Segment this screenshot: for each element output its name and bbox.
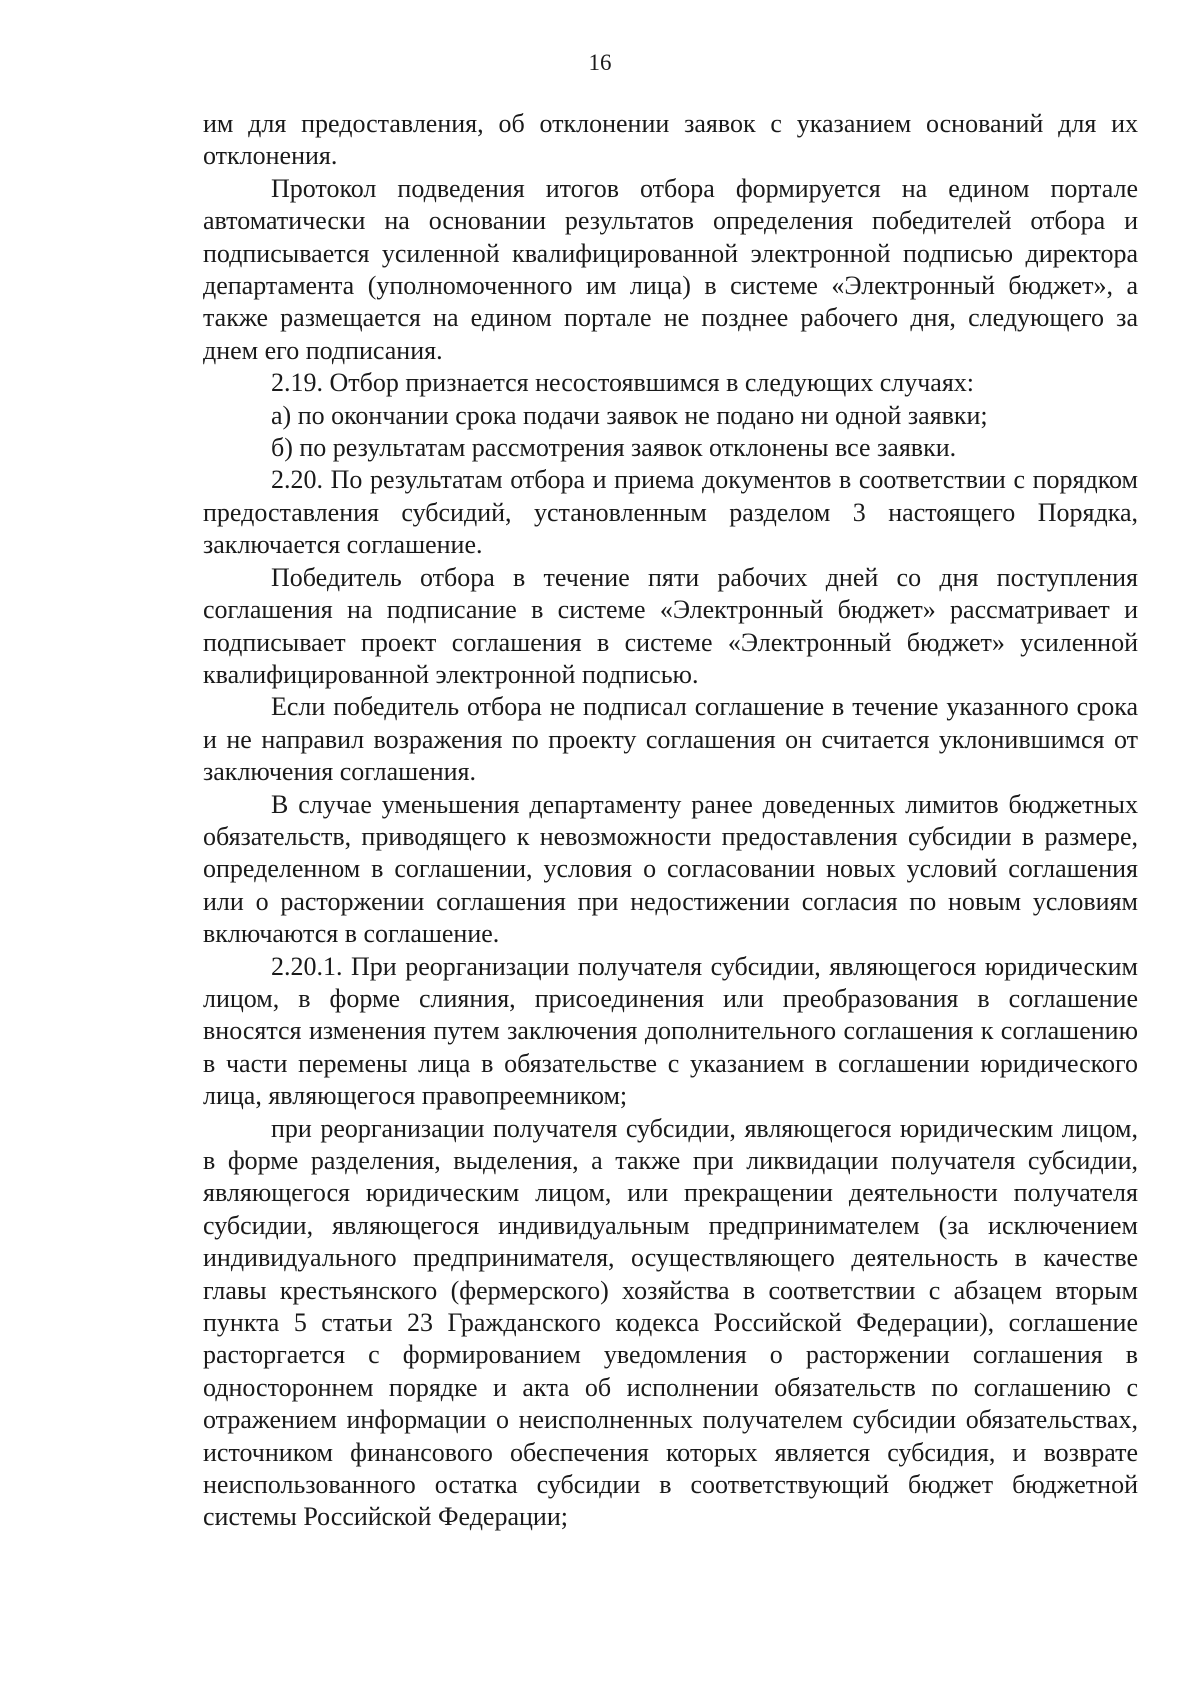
paragraph-4: а) по окончании срока подачи заявок не подано ни одной заявки; xyxy=(271,400,988,430)
paragraph-2: Протокол подведения итогов отбора формируется на едином портале автоматически на основании результатов определения победителей отбора и подписывается усиленной квалифицированной электронной подписью директора департамента (уполномоченного им лица) в системе «Электронный бюджет», а также размещается на едином портале не позднее рабочего дня, следующего за днем его подписания. xyxy=(203,173,1138,365)
paragraph-6: 2.20. По результатам отбора и приема документов в соответствии с порядком предоставления субсидий, установленным разделом 3 настоящего Порядка, заключается соглашение. xyxy=(203,465,1138,560)
paragraph-5: б) по результатам рассмотрения заявок отклонены все заявки. xyxy=(271,433,957,463)
paragraph-3: 2.19. Отбор признается несостоявшимся в следующих случаях: xyxy=(271,368,975,398)
page-number: 16 xyxy=(588,50,612,75)
paragraph-7: Победитель отбора в течение пяти рабочих дней со дня поступления соглашения на подписание в системе «Электронный бюджет» рассматривает и подписывает проект соглашения в системе «Электронный бюджет» усиленной квалифицированной электронной подписью. xyxy=(203,562,1138,689)
paragraph-1: им для предоставления, об отклонении заявок с указанием оснований для их отклонения. xyxy=(203,109,1138,171)
paragraph-10: 2.20.1. При реорганизации получателя субсидии, являющегося юридическим лицом, в форме слияния, присоединения или преобразования в соглашение вносятся изменения путем заключения дополнительного соглашения к соглашению в части перемены лица в обязательстве с указанием в соглашении юридического лица, являющегося правопреемником; xyxy=(203,951,1138,1111)
paragraph-9: В случае уменьшения департаменту ранее доведенных лимитов бюджетных обязательств, приводящего к невозможности предоставления субсидии в размере, определенном в соглашении, условия о согласовании новых условий соглашения или о расторжении соглашения при недостижении согласия по новым условиям включаются в соглашение. xyxy=(203,789,1138,949)
paragraph-8: Если победитель отбора не подписал соглашение в течение указанного срока и не направил возражения по проекту соглашения он считается уклонившимся от заключения соглашения. xyxy=(203,692,1138,787)
document-body xyxy=(203,108,1138,1534)
paragraph-11: при реорганизации получателя субсидии, являющегося юридическим лицом, в форме разделения, выделения, а также при ликвидации получателя субсидии, являющегося юридическим лицом, или прекращении деятельности получателя субсидии, являющегося индивидуальным предпринимателем (за исключением индивидуального предпринимателя, осуществляющего деятельность в качестве главы крестьянского (фермерского) хозяйства в соответствии с абзацем вторым пункта 5 статьи 23 Гражданского кодекса Российской Федерации), соглашение расторгается с формированием уведомления о расторжении соглашения в одностороннем порядке и акта об исполнении обязательств по соглашению с отражением информации о неисполненных получателем субсидии обязательствах, источником финансового обеспечения которых является субсидия, и возврате неиспользованного остатка субсидии в соответствующий бюджет бюджетной системы Российской Федерации; xyxy=(203,1113,1138,1532)
